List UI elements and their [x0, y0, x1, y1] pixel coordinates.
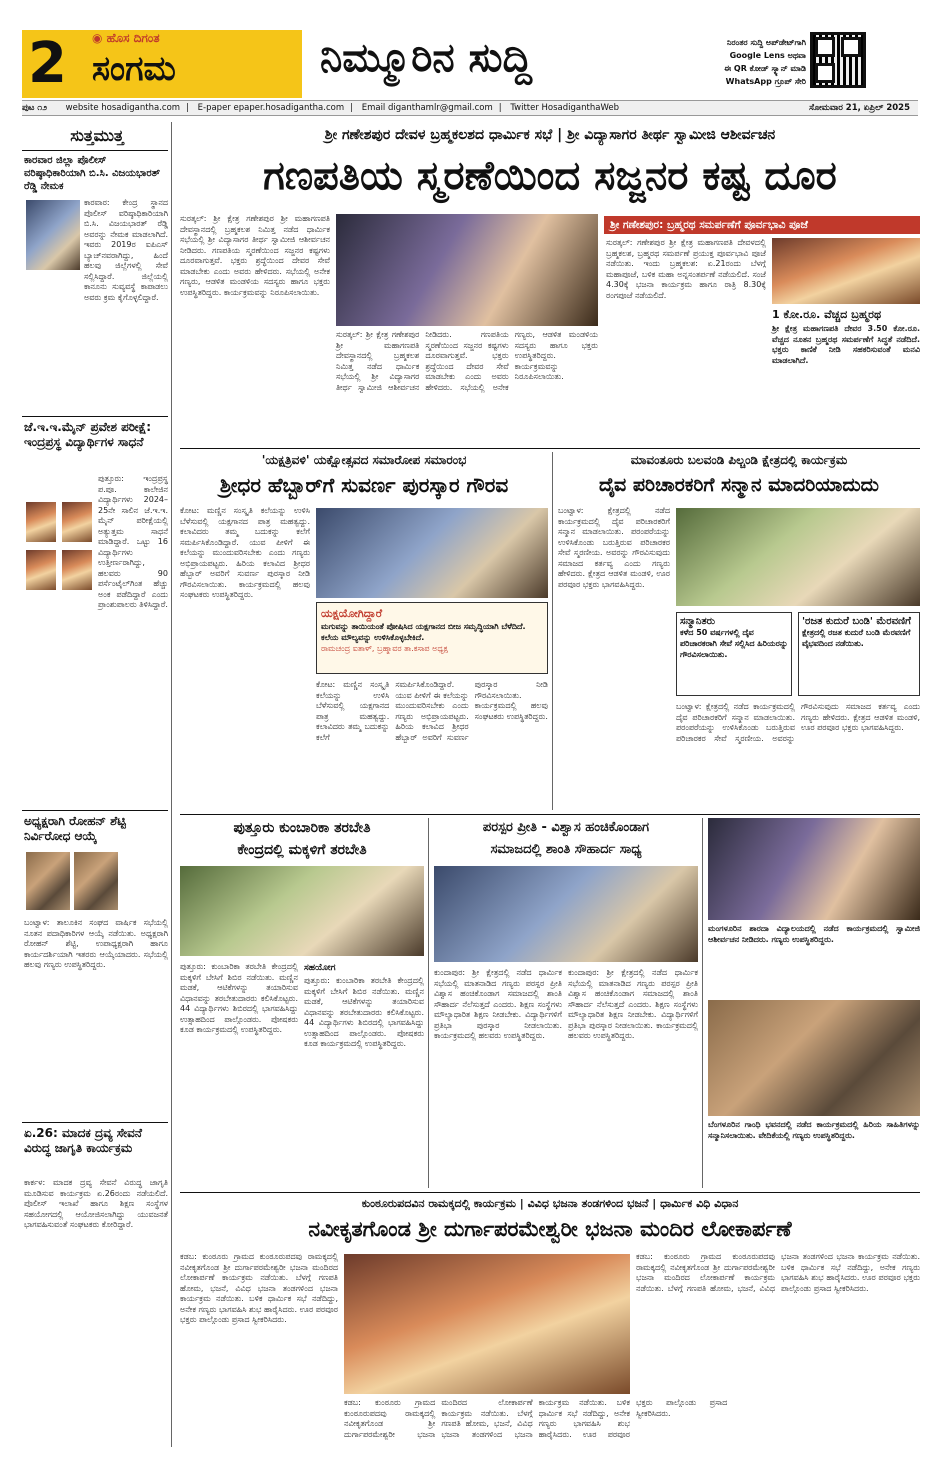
lower-mid-headline1: ಪರಸ್ಪರ ಪ್ರೀತಿ - ವಿಶ್ವಾಸ ಹಂಚಿಕೊಂಡಾಗ	[482, 820, 650, 835]
bhajan-mandir-photo	[344, 1254, 630, 1394]
award-photo	[316, 508, 548, 598]
person-photo	[74, 852, 118, 910]
qr-text-3: ಈ QR ಕೋಡ್ ಸ್ಕ್ಯಾನ್ ಮಾಡಿ	[724, 64, 806, 73]
qr-code[interactable]	[810, 32, 866, 88]
story2-body: ಪುತ್ತೂರು: ಇಂದ್ರಪ್ರಸ್ಥ ಪ.ಪೂ. ಕಾಲೇಜಿನ ವಿದ್ಯಾರ್ಥಿಗಳು 2024–25ನೇ ಸಾಲಿನ ಜೆ.ಇ.ಇ. ಮೈನ್ ಪರೀಕ್ಷೆಯಲ್ಲಿ ಅತ್ಯುತ್ತಮ ಸಾಧನೆ ಮಾಡಿದ್ದಾರೆ. ಒಟ್ಟು 16 ವಿದ್ಯಾರ್ಥಿಗಳು ಉತ್ತೀರ್ಣರಾಗಿದ್ದು, ಹಲವರು 90 ಪರ್ಸೆಂಟೈಲ್‌ಗಿಂತ ಹೆಚ್ಚು ಅಂಕ ಪಡೆದಿದ್ದಾರೆ ಎಂದು ಪ್ರಾಂಶುಪಾಲರು ತಿಳಿಸಿದ್ದಾರೆ.	[98, 474, 168, 609]
mid-right-headline: ದೈವ ಪರಿಚಾರಕರಿಗೆ ಸನ್ಮಾನ ಮಾದರಿಯಾದುದು	[599, 474, 879, 496]
lower-right-caption1: ಮಂಗಳೂರಿನ ಶಾರದಾ ವಿದ್ಯಾಲಯದಲ್ಲಿ ನಡೆದ ಕಾರ್ಯಕ್ರಮದಲ್ಲಿ ಸ್ವಾಮೀಜಿ ಆಶೀರ್ವಚನ ನೀಡಿದರು. ಗಣ್ಯರು ಉಪಸ್ಥಿತರಿದ್ದರು.	[708, 924, 920, 944]
qr-text-2: Google Lens ಅಥವಾ	[729, 51, 806, 60]
divider	[428, 818, 429, 1188]
brand-name: ಹೊಸ ದಿಗಂತ	[106, 31, 160, 45]
divider	[180, 448, 920, 449]
mid-left-body-cont: ಕೋಟ: ಮಣ್ಣಿನ ಸಂಸ್ಕೃತಿ ಕಲೆಯನ್ನು ಉಳಿಸಿ ಬೆಳೆಸುವಲ್ಲಿ ಯಕ್ಷಗಾನದ ಪಾತ್ರ ಮಹತ್ವದ್ದು. ಕಲಾವಿದರು ತಮ್ಮ ಬದುಕನ್ನು ಕಲೆಗೆ ಸಮರ್ಪಿಸಿಕೊಂಡಿದ್ದಾರೆ. ಯುವ ಪೀಳಿಗೆ ಈ ಕಲೆಯನ್ನು ಮುಂದುವರಿಸಬೇಕು ಎಂದು ಗಣ್ಯರು ಅಭಿಪ್ರಾಯಪಟ್ಟರು. ಹಿರಿಯ ಕಲಾವಿದ ಶ್ರೀಧರ ಹೆಬ್ಬಾರ್ ಅವರಿಗೆ ಸುವರ್ಣ ಪುರಸ್ಕಾರ ನೀಡಿ ಗೌರವಿಸಲಾಯಿತು. ಕಾರ್ಯಕ್ರಮದಲ್ಲಿ ಹಲವು ಸಂಘಟಕರು ಉಪಸ್ಥಿತರಿದ್ದರು.	[316, 680, 548, 742]
story3-body: ಬಂಟ್ವಾಳ: ತಾಲೂಕಿನ ಸಂಘದ ವಾರ್ಷಿಕ ಸಭೆಯಲ್ಲಿ ನೂತನ ಪದಾಧಿಕಾರಿಗಳ ಆಯ್ಕೆ ನಡೆಯಿತು. ಅಧ್ಯಕ್ಷರಾಗಿ ರೋಹನ್ ಶೆಟ್ಟಿ, ಉಪಾಧ್ಯಕ್ಷರಾಗಿ ಹಾಗೂ ಕಾರ್ಯದರ್ಶಿಯಾಗಿ ಇತರರು ಆಯ್ಕೆಯಾದರು. ಸಭೆಯಲ್ಲಿ ಹಲವು ಗಣ್ಯರು ಉಪಸ್ಥಿತರಿದ್ದರು.	[24, 918, 168, 969]
mid-left-headline: ಶ್ರೀಧರ ಹೆಬ್ಬಾರ್‌ಗೆ ಸುವರ್ಣ ಪುರಸ್ಕಾರ ಗೌರವ	[219, 473, 509, 497]
mid-right-body-cont: ಬಂಟ್ವಾಳ: ಕ್ಷೇತ್ರದಲ್ಲಿ ನಡೆದ ಕಾರ್ಯಕ್ರಮದಲ್ಲಿ ದೈವ ಪರಿಚಾರಕರಿಗೆ ಸನ್ಮಾನ ಮಾಡಲಾಯಿತು. ಪರಂಪರೆಯನ್ನು ಉಳಿಸಿಕೊಂಡು ಬರುತ್ತಿರುವ ಪರಿಚಾರಕರ ಸೇವೆ ಸ್ಮರಣೀಯ. ಅವರನ್ನು ಗೌರವಿಸುವುದು ಸಮಾಜದ ಕರ್ತವ್ಯ ಎಂದು ಗಣ್ಯರು ಹೇಳಿದರು. ಕ್ಷೇತ್ರದ ಆಡಳಿತ ಮಂಡಳಿ, ಊರ ಪರವೂರ ಭಕ್ತರು ಭಾಗವಹಿಸಿದ್ದರು.	[676, 702, 920, 743]
story2-headline: ಜೆ.ಇ.ಇ.ಮೈನ್ ಪ್ರವೇಶ ಪರೀಕ್ಷೆ: ಇಂದ್ರಪ್ರಸ್ಥ ವಿದ್ಯಾರ್ಥಿಗಳ ಸಾಧನೆ	[24, 420, 152, 449]
quote-box	[316, 602, 548, 674]
story1-body: ಕಾರವಾರ: ಕೇಂದ್ರ ಸ್ಥಾನದ ಪೊಲೀಸ್ ವರಿಷ್ಠಾಧಿಕಾರಿಯಾಗಿ ಬಿ.ಸಿ. ವಿಜಯಭಾರತ್ ರೆಡ್ಡಿ ಅವರನ್ನು ನೇಮಕ ಮಾಡಲಾಗಿದೆ. ಇವರು 2019ರ ಐಪಿಎಸ್ ಬ್ಯಾಚ್‌ನವರಾಗಿದ್ದು, ಹಿಂದೆ ಹಲವು ಜಿಲ್ಲೆಗಳಲ್ಲಿ ಸೇವೆ ಸಲ್ಲಿಸಿದ್ದಾರೆ. ಜಿಲ್ಲೆಯಲ್ಲಿ ಕಾನೂನು ಸುವ್ಯವಸ್ಥೆ ಕಾಪಾಡಲು ಅವರು ಕ್ರಮ ಕೈಗೊಳ್ಳಲಿದ್ದಾರೆ.	[84, 198, 168, 302]
student-photo	[26, 502, 56, 542]
masthead	[0, 0, 945, 118]
brand-logo	[92, 31, 160, 46]
procession-box	[798, 612, 920, 696]
ceremony-photo	[676, 508, 920, 606]
mid-left-body: ಕೋಟ: ಮಣ್ಣಿನ ಸಂಸ್ಕೃತಿ ಕಲೆಯನ್ನು ಉಳಿಸಿ ಬೆಳೆಸುವಲ್ಲಿ ಯಕ್ಷಗಾನದ ಪಾತ್ರ ಮಹತ್ವದ್ದು. ಕಲಾವಿದರು ತಮ್ಮ ಬದುಕನ್ನು ಕಲೆಗೆ ಸಮರ್ಪಿಸಿಕೊಂಡಿದ್ದಾರೆ. ಯುವ ಪೀಳಿಗೆ ಈ ಕಲೆಯನ್ನು ಮುಂದುವರಿಸಬೇಕು ಎಂದು ಗಣ್ಯರು ಅಭಿಪ್ರಾಯಪಟ್ಟರು. ಹಿರಿಯ ಕಲಾವಿದ ಶ್ರೀಧರ ಹೆಬ್ಬಾರ್ ಅವರಿಗೆ ಸುವರ್ಣ ಪುರಸ್ಕಾರ ನೀಡಿ ಗೌರವಿಸಲಾಯಿತು. ಕಾರ್ಯಕ್ರಮದಲ್ಲಿ ಹಲವು ಸಂಘಟಕರು ಉಪಸ್ಥಿತರಿದ್ದರು.	[180, 506, 310, 599]
twitter-link[interactable]: Twitter HosadiganthaWeb	[510, 103, 619, 113]
website-link[interactable]: website hosadigantha.com	[65, 103, 181, 113]
lower-left-body-cont: ಪುತ್ತೂರು: ಕುಂಬಾರಿಕಾ ತರಬೇತಿ ಕೇಂದ್ರದಲ್ಲಿ ಮಕ್ಕಳಿಗೆ ಬೇಸಿಗೆ ಶಿಬಿರ ನಡೆಯಿತು. ಮಣ್ಣಿನ ಮಡಕೆ, ಆಟಿಕೆಗಳನ್ನು ತಯಾರಿಸುವ ವಿಧಾನವನ್ನು ತರಬೇತುದಾರರು ಕಲಿಸಿಕೊಟ್ಟರು. 44 ವಿದ್ಯಾರ್ಥಿಗಳು ಶಿಬಿರದಲ್ಲಿ ಭಾಗವಹಿಸಿದ್ದು ಉತ್ಸಾಹದಿಂದ ಪಾಲ್ಗೊಂಡರು. ಪೋಷಕರು ಕೂಡ ಕಾರ್ಯಕ್ರಮದಲ್ಲಿ ಉಪಸ್ಥಿತರಿದ್ದರು.	[304, 976, 424, 1048]
lower-right-caption2: ಬೆಂಗಳೂರಿನ ಗಾಂಧಿ ಭವನದಲ್ಲಿ ನಡೆದ ಕಾರ್ಯಕ್ರಮದಲ್ಲಿ ಹಿರಿಯ ಸಾಹಿತಿಗಳನ್ನು ಸನ್ಮಾನಿಸಲಾಯಿತು. ವೇದಿಕೆಯಲ್ಲಿ ಗಣ್ಯರು ಉಪಸ್ಥಿತರಿದ್ದರು.	[708, 1120, 920, 1140]
bottom-body: ಕಡಬ: ಕುಂಠೂರು ಗ್ರಾಮದ ಕುಂಠೂರುಪದವು ರಾಮಕ್ಕದಲ್ಲಿ ನವೀಕೃತಗೊಂಡ ಶ್ರೀ ದುರ್ಗಾಪರಮೇಶ್ವರೀ ಭಜನಾ ಮಂದಿರದ ಲೋಕಾರ್ಪಣೆ ಕಾರ್ಯಕ್ರಮ ನಡೆಯಿತು. ಬೆಳಗ್ಗೆ ಗಣಪತಿ ಹೋಮ, ಭಜನೆ, ವಿವಿಧ ಭಜನಾ ತಂಡಗಳಿಂದ ಭಜನಾ ಕಾರ್ಯಕ್ರಮ ನಡೆಯಿತು. ಬಳಿಕ ಧಾರ್ಮಿಕ ಸಭೆ ನಡೆದಿದ್ದು, ಅನೇಕ ಗಣ್ಯರು ಭಾಗವಹಿಸಿ ಶುಭ ಹಾರೈಸಿದರು. ಊರ ಪರವೂರ ಭಕ್ತರು ಪಾಲ್ಗೊಂಡು ಪ್ರಸಾದ ಸ್ವೀಕರಿಸಿದರು.	[180, 1252, 338, 1324]
quote-title: ಯಕ್ಷಯೋಗಿದ್ದಾರೆ	[321, 607, 383, 620]
qr-text-4: WhatsApp ಗ್ರೂಪ್ ಸೇರಿ	[725, 77, 806, 86]
sun-icon: ◉	[92, 31, 103, 45]
mid-right-body: ಬಂಟ್ವಾಳ: ಕ್ಷೇತ್ರದಲ್ಲಿ ನಡೆದ ಕಾರ್ಯಕ್ರಮದಲ್ಲಿ ದೈವ ಪರಿಚಾರಕರಿಗೆ ಸನ್ಮಾನ ಮಾಡಲಾಯಿತು. ಪರಂಪರೆಯನ್ನು ಉಳಿಸಿಕೊಂಡು ಬರುತ್ತಿರುವ ಪರಿಚಾರಕರ ಸೇವೆ ಸ್ಮರಣೀಯ. ಅವರನ್ನು ಗೌರವಿಸುವುದು ಸಮಾಜದ ಕರ್ತವ್ಯ ಎಂದು ಗಣ್ಯರು ಹೇಳಿದರು. ಕ್ಷೇತ್ರದ ಆಡಳಿತ ಮಂಡಳಿ, ಊರ ಪರವೂರ ಭಕ್ತರು ಭಾಗವಹಿಸಿದ್ದರು.	[558, 506, 670, 589]
column-title: ಸುತ್ತಮುತ್ತ	[70, 126, 124, 145]
lower-left-headline1: ಪುತ್ತೂರು ಕುಂಬಾರಿಕಾ ತರಬೇತಿ	[233, 820, 371, 836]
pages-count: ಪುಟ ೧೨	[22, 103, 47, 113]
section-title: ನಿಮ್ಮೂರಿನ ಸುದ್ದಿ	[320, 35, 532, 81]
qr-text-1: ನಿರಂತರ ಸುದ್ದಿ ಅಪ್‌ಡೇಟ್‌ಗಾಗಿ	[726, 38, 806, 47]
story1-headline: ಕಾರವಾರ ಜಿಲ್ಲಾ ಪೊಲೀಸ್ ವರಿಷ್ಠಾಧಿಕಾರಿಯಾಗಿ ಬಿ.ಸಿ. ವಿಜಯಭಾರತ್ ರೆಡ್ಡಿ ನೇಮಕ	[24, 155, 161, 192]
officer-photo	[26, 200, 80, 270]
divider	[180, 814, 920, 815]
ritual-photo	[772, 238, 920, 304]
pottery-photo	[180, 866, 424, 956]
lower-left-body: ಪುತ್ತೂರು: ಕುಂಬಾರಿಕಾ ತರಬೇತಿ ಕೇಂದ್ರದಲ್ಲಿ ಮಕ್ಕಳಿಗೆ ಬೇಸಿಗೆ ಶಿಬಿರ ನಡೆಯಿತು. ಮಣ್ಣಿನ ಮಡಕೆ, ಆಟಿಕೆಗಳನ್ನು ತಯಾರಿಸುವ ವಿಧಾನವನ್ನು ತರಬೇತುದಾರರು ಕಲಿಸಿಕೊಟ್ಟರು. 44 ವಿದ್ಯಾರ್ಥಿಗಳು ಶಿಬಿರದಲ್ಲಿ ಭಾಗವಹಿಸಿದ್ದು ಉತ್ಸಾಹದಿಂದ ಪಾಲ್ಗೊಂಡರು. ಪೋಷಕರು ಕೂಡ ಕಾರ್ಯಕ್ರಮದಲ್ಲಿ ಉಪಸ್ಥಿತರಿದ್ದರು.	[180, 962, 298, 1034]
mid-left-kicker: 'ಯಕ್ಷತ್ರಿವಳಿ' ಯಕ್ಷೋತ್ಸವದ ಸಮಾರೋಪ ಸಮಾರಂಭ	[261, 453, 467, 467]
bottom-headline: ನವೀಕೃತಗೊಂಡ ಶ್ರೀ ದುರ್ಗಾಪರಮೇಶ್ವರೀ ಭಜನಾ ಮಂದಿರ ಲೋಕಾರ್ಪಣೆ	[308, 1217, 792, 1241]
mid-right-story	[558, 452, 920, 810]
right-body: ಸುರತ್ಕಲ್: ಗಣೇಶಪುರ ಶ್ರೀ ಕ್ಷೇತ್ರ ಮಹಾಗಣಪತಿ ದೇವಳದಲ್ಲಿ ಬ್ರಹ್ಮಕಲಶ, ಬ್ರಹ್ಮರಥ ಸಮರ್ಪಣೆ ಪ್ರಯುಕ್ತ ಪೂರ್ವಭಾವಿ ಪೂಜೆ ನಡೆಯಿತು. ಇಂದು ಬ್ರಹ್ಮಕಲಶ: ಏ.21ರಂದು ಬೆಳಗ್ಗೆ ಮಹಾಪೂಜೆ, ಬಳಿಕ ಮಹಾ ಅನ್ನಸಂತರ್ಪಣೆ ನಡೆಯಲಿದೆ. ಸಂಜೆ 4.30ಕ್ಕೆ ಭಜನಾ ಕಾರ್ಯಕ್ರಮ ಹಾಗೂ ರಾತ್ರಿ 8.30ಕ್ಕೆ ರಂಗಪೂಜೆ ನಡೆಯಲಿದೆ.	[606, 238, 766, 300]
right-bar: ಶ್ರೀ ಗಣೇಶಪುರ: ಬ್ರಹ್ಮರಥ ಸಮರ್ಪಣೆಗೆ ಪೂರ್ವಭಾವಿ ಪೂಜೆ	[604, 216, 920, 234]
lower-left-story	[180, 818, 424, 1188]
divider	[22, 1122, 168, 1123]
divider	[552, 452, 553, 810]
divider	[22, 416, 168, 417]
top-body: ಸುರತ್ಕಲ್: ಶ್ರೀ ಕ್ಷೇತ್ರ ಗಣೇಶಪುರ ಶ್ರೀ ಮಹಾಗಣಪತಿ ದೇವಸ್ಥಾನದಲ್ಲಿ ಬ್ರಹ್ಮಕಲಶ ನಿಮಿತ್ತ ನಡೆದ ಧಾರ್ಮಿಕ ಸಭೆಯಲ್ಲಿ ಶ್ರೀ ವಿದ್ಯಾಸಾಗರ ತೀರ್ಥ ಸ್ವಾಮೀಜಿ ಆಶೀರ್ವಚನ ನೀಡಿದರು. ಗಣಪತಿಯ ಸ್ಮರಣೆಯಿಂದ ಸಜ್ಜನರ ಕಷ್ಟಗಳು ದೂರವಾಗುತ್ತವೆ. ಭಕ್ತರು ಶ್ರದ್ಧೆಯಿಂದ ದೇವರ ಸೇವೆ ಮಾಡಬೇಕು ಎಂದು ಅವರು ಹೇಳಿದರು. ಸಭೆಯಲ್ಲಿ ಅನೇಕ ಗಣ್ಯರು, ಆಡಳಿತ ಮಂಡಳಿಯ ಸದಸ್ಯರು ಹಾಗೂ ಭಕ್ತರು ಉಪಸ್ಥಿತರಿದ್ದರು. ಕಾರ್ಯಕ್ರಮವನ್ನು ನಿರೂಪಿಸಲಾಯಿತು.	[180, 214, 330, 297]
student-photo	[26, 550, 56, 590]
box2-title: 'ರಜತ ಕುದುರೆ ಬಂಡಿ' ಮೆರವಣಿಗೆ	[802, 616, 911, 627]
felicitation-photo	[708, 1000, 920, 1116]
lower-mid-story	[434, 818, 698, 1188]
quote-body: ಮಗುವನ್ನು ತಾಯಿಯಂತೆ ಪೋಷಿಸಿದ ಯಕ್ಷಗಾನದ ಬೀಜ ಸಮೃದ್ಧಿಯಾಗಿ ಬೆಳೆದಿದೆ. ಕಲೆಯ ಮೌಲ್ಯವನ್ನು ಉಳಿಸಿಕೊಳ್ಳಬೇಕಿದೆ.	[321, 622, 526, 642]
top-body-cont: ಸುರತ್ಕಲ್: ಶ್ರೀ ಕ್ಷೇತ್ರ ಗಣೇಶಪುರ ಶ್ರೀ ಮಹಾಗಣಪತಿ ದೇವಸ್ಥಾನದಲ್ಲಿ ಬ್ರಹ್ಮಕಲಶ ನಿಮಿತ್ತ ನಡೆದ ಧಾರ್ಮಿಕ ಸಭೆಯಲ್ಲಿ ಶ್ರೀ ವಿದ್ಯಾಸಾಗರ ತೀರ್ಥ ಸ್ವಾಮೀಜಿ ಆಶೀರ್ವಚನ ನೀಡಿದರು. ಗಣಪತಿಯ ಸ್ಮರಣೆಯಿಂದ ಸಜ್ಜನರ ಕಷ್ಟಗಳು ದೂರವಾಗುತ್ತವೆ. ಭಕ್ತರು ಶ್ರದ್ಧೆಯಿಂದ ದೇವರ ಸೇವೆ ಮಾಡಬೇಕು ಎಂದು ಅವರು ಹೇಳಿದರು. ಸಭೆಯಲ್ಲಿ ಅನೇಕ ಗಣ್ಯರು, ಆಡಳಿತ ಮಂಡಳಿಯ ಸದಸ್ಯರು ಹಾಗೂ ಭಕ್ತರು ಉಪಸ್ಥಿತರಿದ್ದರು. ಕಾರ್ಯಕ್ರಮವನ್ನು ನಿರೂಪಿಸಲಾಯಿತು.	[336, 330, 598, 392]
mid-right-kicker: ಮಾವಂತೂರು ಬಲವಂಡಿ ಪಿಲ್ಚಂಡಿ ಕ್ಷೇತ್ರದಲ್ಲಿ ಕಾರ್ಯಕ್ರಮ	[630, 453, 848, 467]
bottom-body-cont2: ಕಡಬ: ಕುಂಠೂರು ಗ್ರಾಮದ ಕುಂಠೂರುಪದವು ರಾಮಕ್ಕದಲ್ಲಿ ನವೀಕೃತಗೊಂಡ ಶ್ರೀ ದುರ್ಗಾಪರಮೇಶ್ವರೀ ಭಜನಾ ಮಂದಿರದ ಲೋಕಾರ್ಪಣೆ ಕಾರ್ಯಕ್ರಮ ನಡೆಯಿತು. ಬೆಳಗ್ಗೆ ಗಣಪತಿ ಹೋಮ, ಭಜನೆ, ವಿವಿಧ ಭಜನಾ ತಂಡಗಳಿಂದ ಭಜನಾ ಕಾರ್ಯಕ್ರಮ ನಡೆಯಿತು. ಬಳಿಕ ಧಾರ್ಮಿಕ ಸಭೆ ನಡೆದಿದ್ದು, ಅನೇಕ ಗಣ್ಯರು ಭಾಗವಹಿಸಿ ಶುಭ ಹಾರೈಸಿದರು. ಊರ ಪರವೂರ ಭಕ್ತರು ಪಾಲ್ಗೊಂಡು ಪ್ರಸಾದ ಸ್ವೀಕರಿಸಿದರು.	[636, 1252, 920, 1293]
bottom-kicker: ಕುಂಠೂರುಪದವಿನ ರಾಮಕ್ಕದಲ್ಲಿ ಕಾರ್ಯಕ್ರಮ | ವಿವಿಧ ಭಜನಾ ತಂಡಗಳಿಂದ ಭಜನೆ | ಧಾರ್ಮಿಕ ವಿಧಿ ವಿಧಾನ	[361, 1197, 739, 1210]
lower-right-story	[708, 818, 920, 1188]
section-name: ಸಂಗಮ	[92, 49, 176, 89]
quote-author: ರಾಮಚಂದ್ರ ಐತಾಳ್, ಬ್ರಹ್ಮಾವರ ತಾ.ಕಸಾಪ ಅಧ್ಯಕ್ಷ	[321, 644, 448, 653]
lower-left-sub: ಸಹಯೋಗ	[304, 963, 336, 973]
qr-text	[694, 36, 806, 88]
page-number: 2	[28, 31, 67, 96]
box2-body: ಕ್ಷೇತ್ರದಲ್ಲಿ ರಜತ ಕುದುರೆ ಬಂಡಿ ಮೆರವಣಿಗೆ ವೈಭವದಿಂದ ನಡೆಯಿತು.	[802, 628, 911, 648]
swamiji-photo	[708, 818, 920, 920]
mid-left-story	[180, 452, 548, 810]
epaper-link[interactable]: E-paper epaper.hosadigantha.com	[197, 103, 345, 113]
top-headline: ಗಣಪತಿಯ ಸ್ಮರಣೆಯಿಂದ ಸಜ್ಜನರ ಕಷ್ಟ ದೂರ	[263, 153, 837, 199]
lower-left-headline2: ಕೇಂದ್ರದಲ್ಲಿ ಮಕ್ಕಳಿಗೆ ತರಬೇತಿ	[237, 842, 367, 858]
lower-mid-headline2: ಸಮಾಜದಲ್ಲಿ ಶಾಂತಿ ಸೌಹಾರ್ದ ಸಾಧ್ಯ	[490, 842, 642, 857]
caption-title: 1 ಕೋ.ರೂ. ವೆಚ್ಚದ ಬ್ರಹ್ಮರಥ	[772, 308, 882, 321]
box1-body: ಕಳೆದ 50 ವರ್ಷಗಳಲ್ಲಿ ದೈವ ಪರಿಚಾರಕರಾಗಿ ಸೇವೆ ಸಲ್ಲಿಸಿದ ಹಿರಿಯರನ್ನು ಗೌರವಿಸಲಾಯಿತು.	[680, 628, 788, 659]
divider	[22, 810, 168, 811]
left-column	[22, 122, 172, 1447]
student-photo	[62, 502, 92, 542]
story3-headline: ಅಧ್ಯಕ್ಷರಾಗಿ ರೋಹನ್ ಶೆಟ್ಟಿ ನಿರ್ವಿರೋಧ ಆಯ್ಕೆ	[24, 814, 126, 843]
divider	[702, 818, 703, 1188]
bottom-body-cont: ಕಡಬ: ಕುಂಠೂರು ಗ್ರಾಮದ ಕುಂಠೂರುಪದವು ರಾಮಕ್ಕದಲ್ಲಿ ನವೀಕೃತಗೊಂಡ ಶ್ರೀ ದುರ್ಗಾಪರಮೇಶ್ವರೀ ಭಜನಾ ಮಂದಿರದ ಲೋಕಾರ್ಪಣೆ ಕಾರ್ಯಕ್ರಮ ನಡೆಯಿತು. ಬೆಳಗ್ಗೆ ಗಣಪತಿ ಹೋಮ, ಭಜನೆ, ವಿವಿಧ ಭಜನಾ ತಂಡಗಳಿಂದ ಭಜನಾ ಕಾರ್ಯಕ್ರಮ ನಡೆಯಿತು. ಬಳಿಕ ಧಾರ್ಮಿಕ ಸಭೆ ನಡೆದಿದ್ದು, ಅನೇಕ ಗಣ್ಯರು ಭಾಗವಹಿಸಿ ಶುಭ ಹಾರೈಸಿದರು. ಊರ ಪರವೂರ ಭಕ್ತರು ಪಾಲ್ಗೊಂಡು ಪ್ರಸಾದ ಸ್ವೀಕರಿಸಿದರು.	[344, 1398, 728, 1439]
top-stage-photo	[336, 214, 598, 326]
divider	[180, 1192, 920, 1193]
person-photo	[26, 852, 70, 910]
info-bar: ಪುಟ ೧೨ website hosadigantha.com | E-paper epaper.hosadigantha.com | Email diganthamlr@gmail.com | Twitter HosadiganthaWeb ಸೋಮವಾರ 21, ಏಪ್ರಿಲ್ 2025	[22, 100, 918, 116]
lamp-lighting-photo	[434, 866, 698, 962]
issue-date: ಸೋಮವಾರ 21, ಏಪ್ರಿಲ್ 2025	[809, 103, 910, 113]
lower-mid-body: ಕುಂದಾಪುರ: ಶ್ರೀ ಕ್ಷೇತ್ರದಲ್ಲಿ ನಡೆದ ಧಾರ್ಮಿಕ ಸಭೆಯಲ್ಲಿ ಮಾತನಾಡಿದ ಗಣ್ಯರು ಪರಸ್ಪರ ಪ್ರೀತಿ ವಿಶ್ವಾಸ ಹಂಚಿಕೊಂಡಾಗ ಸಮಾಜದಲ್ಲಿ ಶಾಂತಿ ಸೌಹಾರ್ದ ನೆಲೆಸುತ್ತದೆ ಎಂದರು. ಶಿಕ್ಷಣ ಸಂಸ್ಥೆಗಳು ಮೌಲ್ಯಾಧಾರಿತ ಶಿಕ್ಷಣ ನೀಡಬೇಕು. ವಿದ್ಯಾರ್ಥಿಗಳಿಗೆ ಪ್ರತಿಭಾ ಪುರಸ್ಕಾರ ನೀಡಲಾಯಿತು. ಕಾರ್ಯಕ್ರಮದಲ್ಲಿ ಹಲವರು ಉಪಸ್ಥಿತರಿದ್ದರು.	[434, 968, 562, 1040]
caption-body: ಶ್ರೀ ಕ್ಷೇತ್ರ ಮಹಾಗಣಪತಿ ದೇವರ 3.50 ಕೋ.ರೂ. ವೆಚ್ಚದ ನೂತನ ಬ್ರಹ್ಮರಥ ಸಮರ್ಪಣೆಗೆ ಸಿದ್ಧತೆ ನಡೆದಿದೆ. ಭಕ್ತರು ಕಾಣಿಕೆ ನೀಡಿ ಸಹಕರಿಸುವಂತೆ ಮನವಿ ಮಾಡಲಾಗಿದೆ.	[772, 324, 920, 365]
top-story	[180, 122, 920, 446]
honorees-box	[676, 612, 792, 696]
top-kicker: ಶ್ರೀ ಗಣೇಶಪುರ ದೇವಳ ಬ್ರಹ್ಮಕಲಶದ ಧಾರ್ಮಿಕ ಸಭೆ | ಶ್ರೀ ವಿದ್ಯಾಸಾಗರ ತೀರ್ಥ ಸ್ವಾಮೀಜಿ ಆಶೀರ್ವಚನ	[324, 127, 776, 143]
story4-headline: ಏ.26: ಮಾದಕ ದ್ರವ್ಯ ಸೇವನೆ ವಿರುದ್ಧ ಜಾಗೃತಿ ಕಾರ್ಯಕ್ರಮ	[24, 1126, 142, 1155]
email-link[interactable]: Email diganthamlr@gmail.com	[361, 103, 493, 113]
story4-body: ಕಾರ್ಕಳ: ಮಾದಕ ದ್ರವ್ಯ ಸೇವನೆ ವಿರುದ್ಧ ಜಾಗೃತಿ ಮೂಡಿಸುವ ಕಾರ್ಯಕ್ರಮ ಏ.26ರಂದು ನಡೆಯಲಿದೆ. ಪೊಲೀಸ್ ಇಲಾಖೆ ಹಾಗೂ ಶಿಕ್ಷಣ ಸಂಸ್ಥೆಗಳ ಸಹಯೋಗದಲ್ಲಿ ಆಯೋಜಿಸಲಾಗಿದ್ದು ಯುವಜನತೆ ಭಾಗವಹಿಸುವಂತೆ ಸಂಘಟಕರು ಕೋರಿದ್ದಾರೆ.	[24, 1178, 168, 1229]
lower-mid-body-cont: ಕುಂದಾಪುರ: ಶ್ರೀ ಕ್ಷೇತ್ರದಲ್ಲಿ ನಡೆದ ಧಾರ್ಮಿಕ ಸಭೆಯಲ್ಲಿ ಮಾತನಾಡಿದ ಗಣ್ಯರು ಪರಸ್ಪರ ಪ್ರೀತಿ ವಿಶ್ವಾಸ ಹಂಚಿಕೊಂಡಾಗ ಸಮಾಜದಲ್ಲಿ ಶಾಂತಿ ಸೌಹಾರ್ದ ನೆಲೆಸುತ್ತದೆ ಎಂದರು. ಶಿಕ್ಷಣ ಸಂಸ್ಥೆಗಳು ಮೌಲ್ಯಾಧಾರಿತ ಶಿಕ್ಷಣ ನೀಡಬೇಕು. ವಿದ್ಯಾರ್ಥಿಗಳಿಗೆ ಪ್ರತಿಭಾ ಪುರಸ್ಕಾರ ನೀಡಲಾಯಿತು. ಕಾರ್ಯಕ್ರಮದಲ್ಲಿ ಹಲವರು ಉಪಸ್ಥಿತರಿದ್ದರು.	[568, 968, 698, 1040]
bottom-story	[180, 1196, 920, 1447]
divider	[22, 150, 168, 151]
box1-title: ಸನ್ಮಾನಿತರು	[680, 616, 716, 627]
student-photo	[62, 550, 92, 590]
